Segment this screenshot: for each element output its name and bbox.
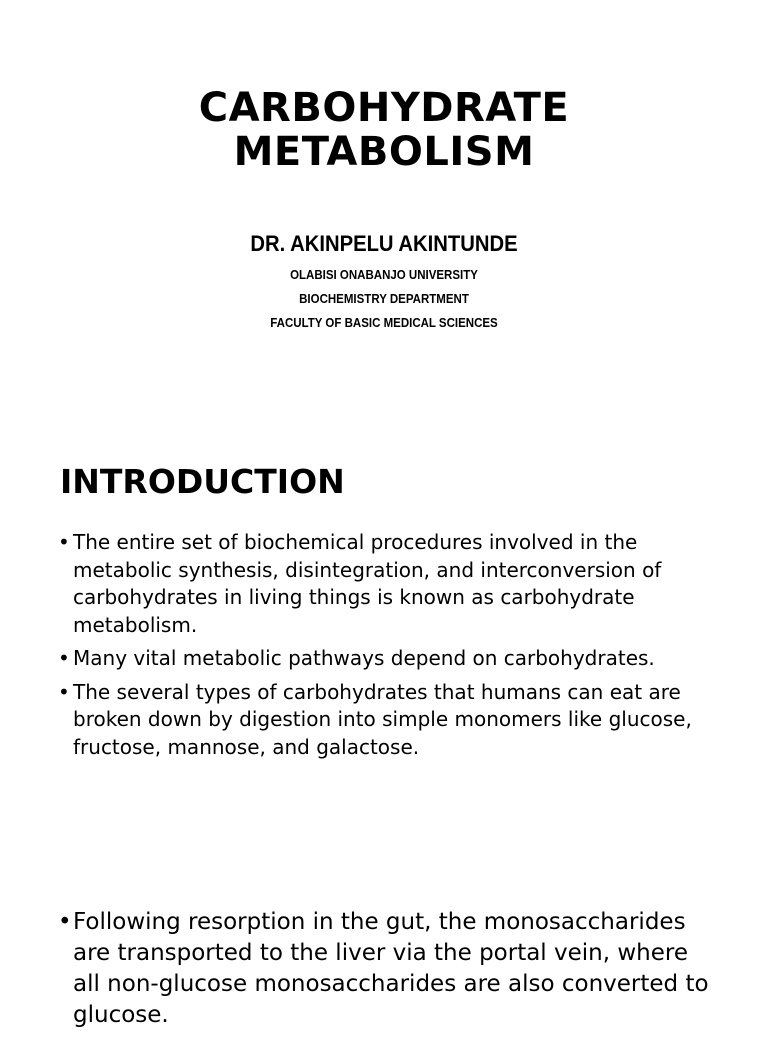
bullet-list [58,529,718,767]
bullet-item: • The entire set of biochemical procedures involved in the metabolic synthesis, disintegration, and interconversion of carbohydrates in living things is known as carbohydrate metabolism. [58,529,718,639]
bullet-item: • The several types of carbohydrates that humans can eat are broken down by digestion into simple monomers like glucose, fructose, mannose, and galactose. [58,679,718,762]
bullet-item: • Many vital metabolic pathways depend on carbohydrates. [58,645,718,673]
affiliation-department: BIOCHEMISTRY DEPARTMENT [299,292,469,306]
author-name: DR. AKINPELU AKINTUNDE [250,231,518,256]
introduction-slide [0,400,768,1028]
bullet-item: • Following resorption in the gut, the monosaccharides are transported to the liver via the portal vein, where all non-glucose monosaccharides are also converted to glucose. [58,907,718,1031]
slide-title [0,86,768,174]
affiliation-university: OLABISI ONABANJO UNIVERSITY [290,268,478,282]
title-line-1: CARBOHYDRATE [198,85,570,131]
title-line-2: METABOLISM [233,129,535,175]
section-heading: INTRODUCTION [60,462,345,501]
affiliation-faculty: FACULTY OF BASIC MEDICAL SCIENCES [270,316,498,330]
title-slide [0,0,768,400]
continued-bullet-list [58,907,718,1037]
